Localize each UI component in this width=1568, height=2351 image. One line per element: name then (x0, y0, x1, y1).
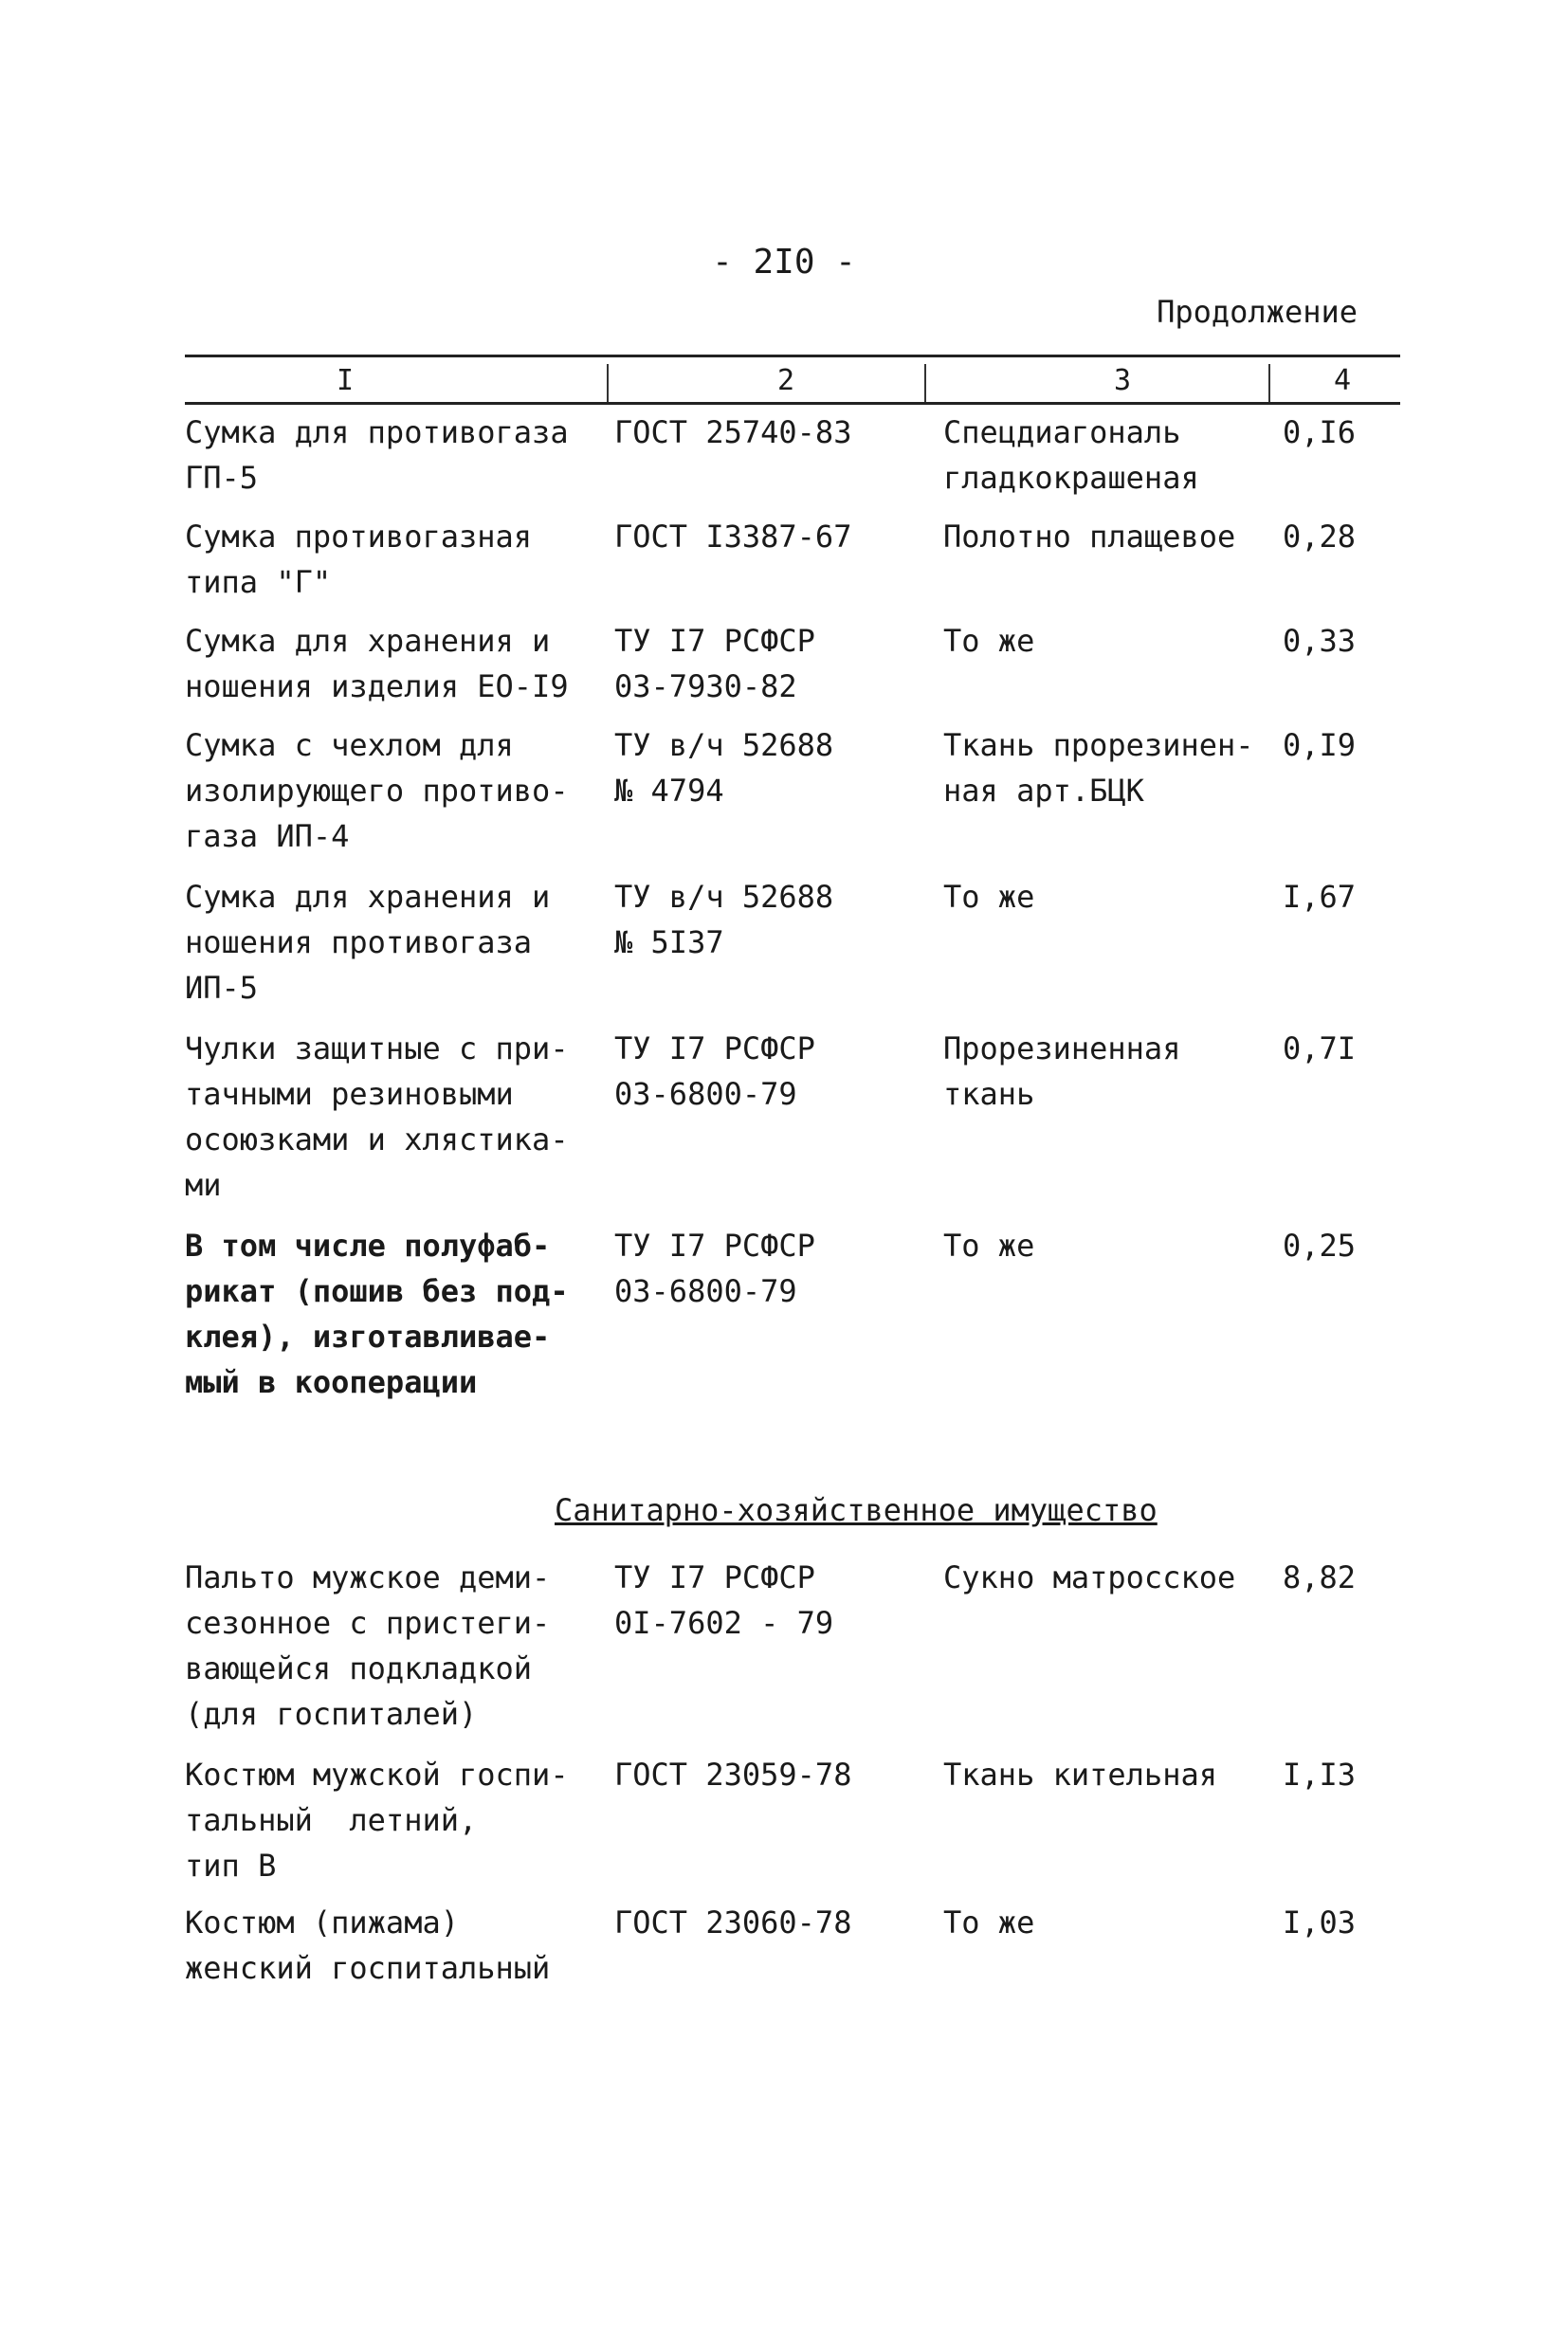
cell-material: Прорезиненная ткань (943, 1030, 1181, 1112)
cell-name: Костюм (пижама) женский госпитальный (185, 1904, 551, 1986)
cell-standard: ТУ I7 РСФСР 03-6800-79 (614, 1228, 815, 1309)
cell-value: 0,I9 (1283, 727, 1357, 763)
section-title: Санитарно-хозяйственное имущество (555, 1492, 1158, 1528)
cell-value: I,I3 (1283, 1757, 1357, 1793)
cell-material: Сукно матросское (943, 1559, 1236, 1595)
page-number: - 2I0 - (712, 243, 856, 282)
cell-value: I,67 (1283, 879, 1357, 915)
continuation-label: Продолжение (1157, 294, 1358, 330)
cell-material: Ткань прорезинен- ная арт.БЦК (943, 727, 1254, 809)
cell-name: Сумка для хранения и ношения изделия ЕО-I9 (185, 623, 569, 704)
cell-material: Ткань кительная (943, 1757, 1217, 1793)
cell-standard: ГОСТ 23060-78 (614, 1904, 852, 1941)
cell-name: Костюм мужской госпи- тальный летний, тип В (185, 1757, 569, 1884)
header-divider (924, 364, 926, 402)
cell-name: Сумка с чехлом для изолирующего противо- газа ИП-4 (185, 727, 569, 854)
cell-name: Сумка противогазная типа "Г" (185, 519, 533, 600)
cell-value: 0,28 (1283, 519, 1357, 555)
table-header-rule (185, 402, 1400, 405)
cell-value: 0,25 (1283, 1228, 1357, 1264)
cell-standard: ГОСТ I3387-67 (614, 519, 852, 555)
cell-value: 0,I6 (1283, 414, 1357, 450)
cell-material: То же (943, 1904, 1035, 1941)
cell-material: То же (943, 623, 1035, 659)
header-col-2: 2 (777, 364, 795, 397)
header-col-3: 3 (1114, 364, 1132, 397)
table-top-rule (185, 355, 1400, 357)
cell-standard: ТУ I7 РСФСР 03-6800-79 (614, 1030, 815, 1112)
cell-value: 0,7I (1283, 1030, 1357, 1066)
cell-value: 8,82 (1283, 1559, 1357, 1595)
cell-material: То же (943, 1228, 1035, 1264)
cell-value: 0,33 (1283, 623, 1357, 659)
cell-standard: ТУ в/ч 52688 № 5I37 (614, 879, 834, 960)
cell-standard: ГОСТ 25740-83 (614, 414, 852, 450)
cell-material: Полотно плащевое (943, 519, 1236, 555)
cell-name: Сумка для хранения и ношения противогаза ИП-5 (185, 879, 551, 1006)
header-divider (607, 364, 609, 402)
table-header (185, 364, 1400, 402)
cell-standard: ГОСТ 23059-78 (614, 1757, 852, 1793)
cell-material: То же (943, 879, 1035, 915)
cell-value: I,03 (1283, 1904, 1357, 1941)
cell-name: В том числе полуфаб- рикат (пошив без под- клея), изготавливае- мый в кооперации (185, 1228, 569, 1400)
header-divider (1268, 364, 1270, 402)
cell-name: Пальто мужское деми- сезонное с пристеги- вающейся подкладкой (для госпиталей) (185, 1559, 551, 1732)
header-col-1: I (337, 364, 355, 397)
cell-standard: ТУ в/ч 52688 № 4794 (614, 727, 834, 809)
cell-name: Сумка для противогаза ГП-5 (185, 414, 569, 496)
cell-name: Чулки защитные с при- тачными резиновыми осоюзками и хлястика- ми (185, 1030, 569, 1203)
header-col-4: 4 (1334, 364, 1352, 397)
cell-material: Спецдиагональ гладкокрашеная (943, 414, 1199, 496)
cell-standard: ТУ I7 РСФСР 03-7930-82 (614, 623, 815, 704)
cell-standard: ТУ I7 РСФСР 0I-7602 - 79 (614, 1559, 834, 1641)
